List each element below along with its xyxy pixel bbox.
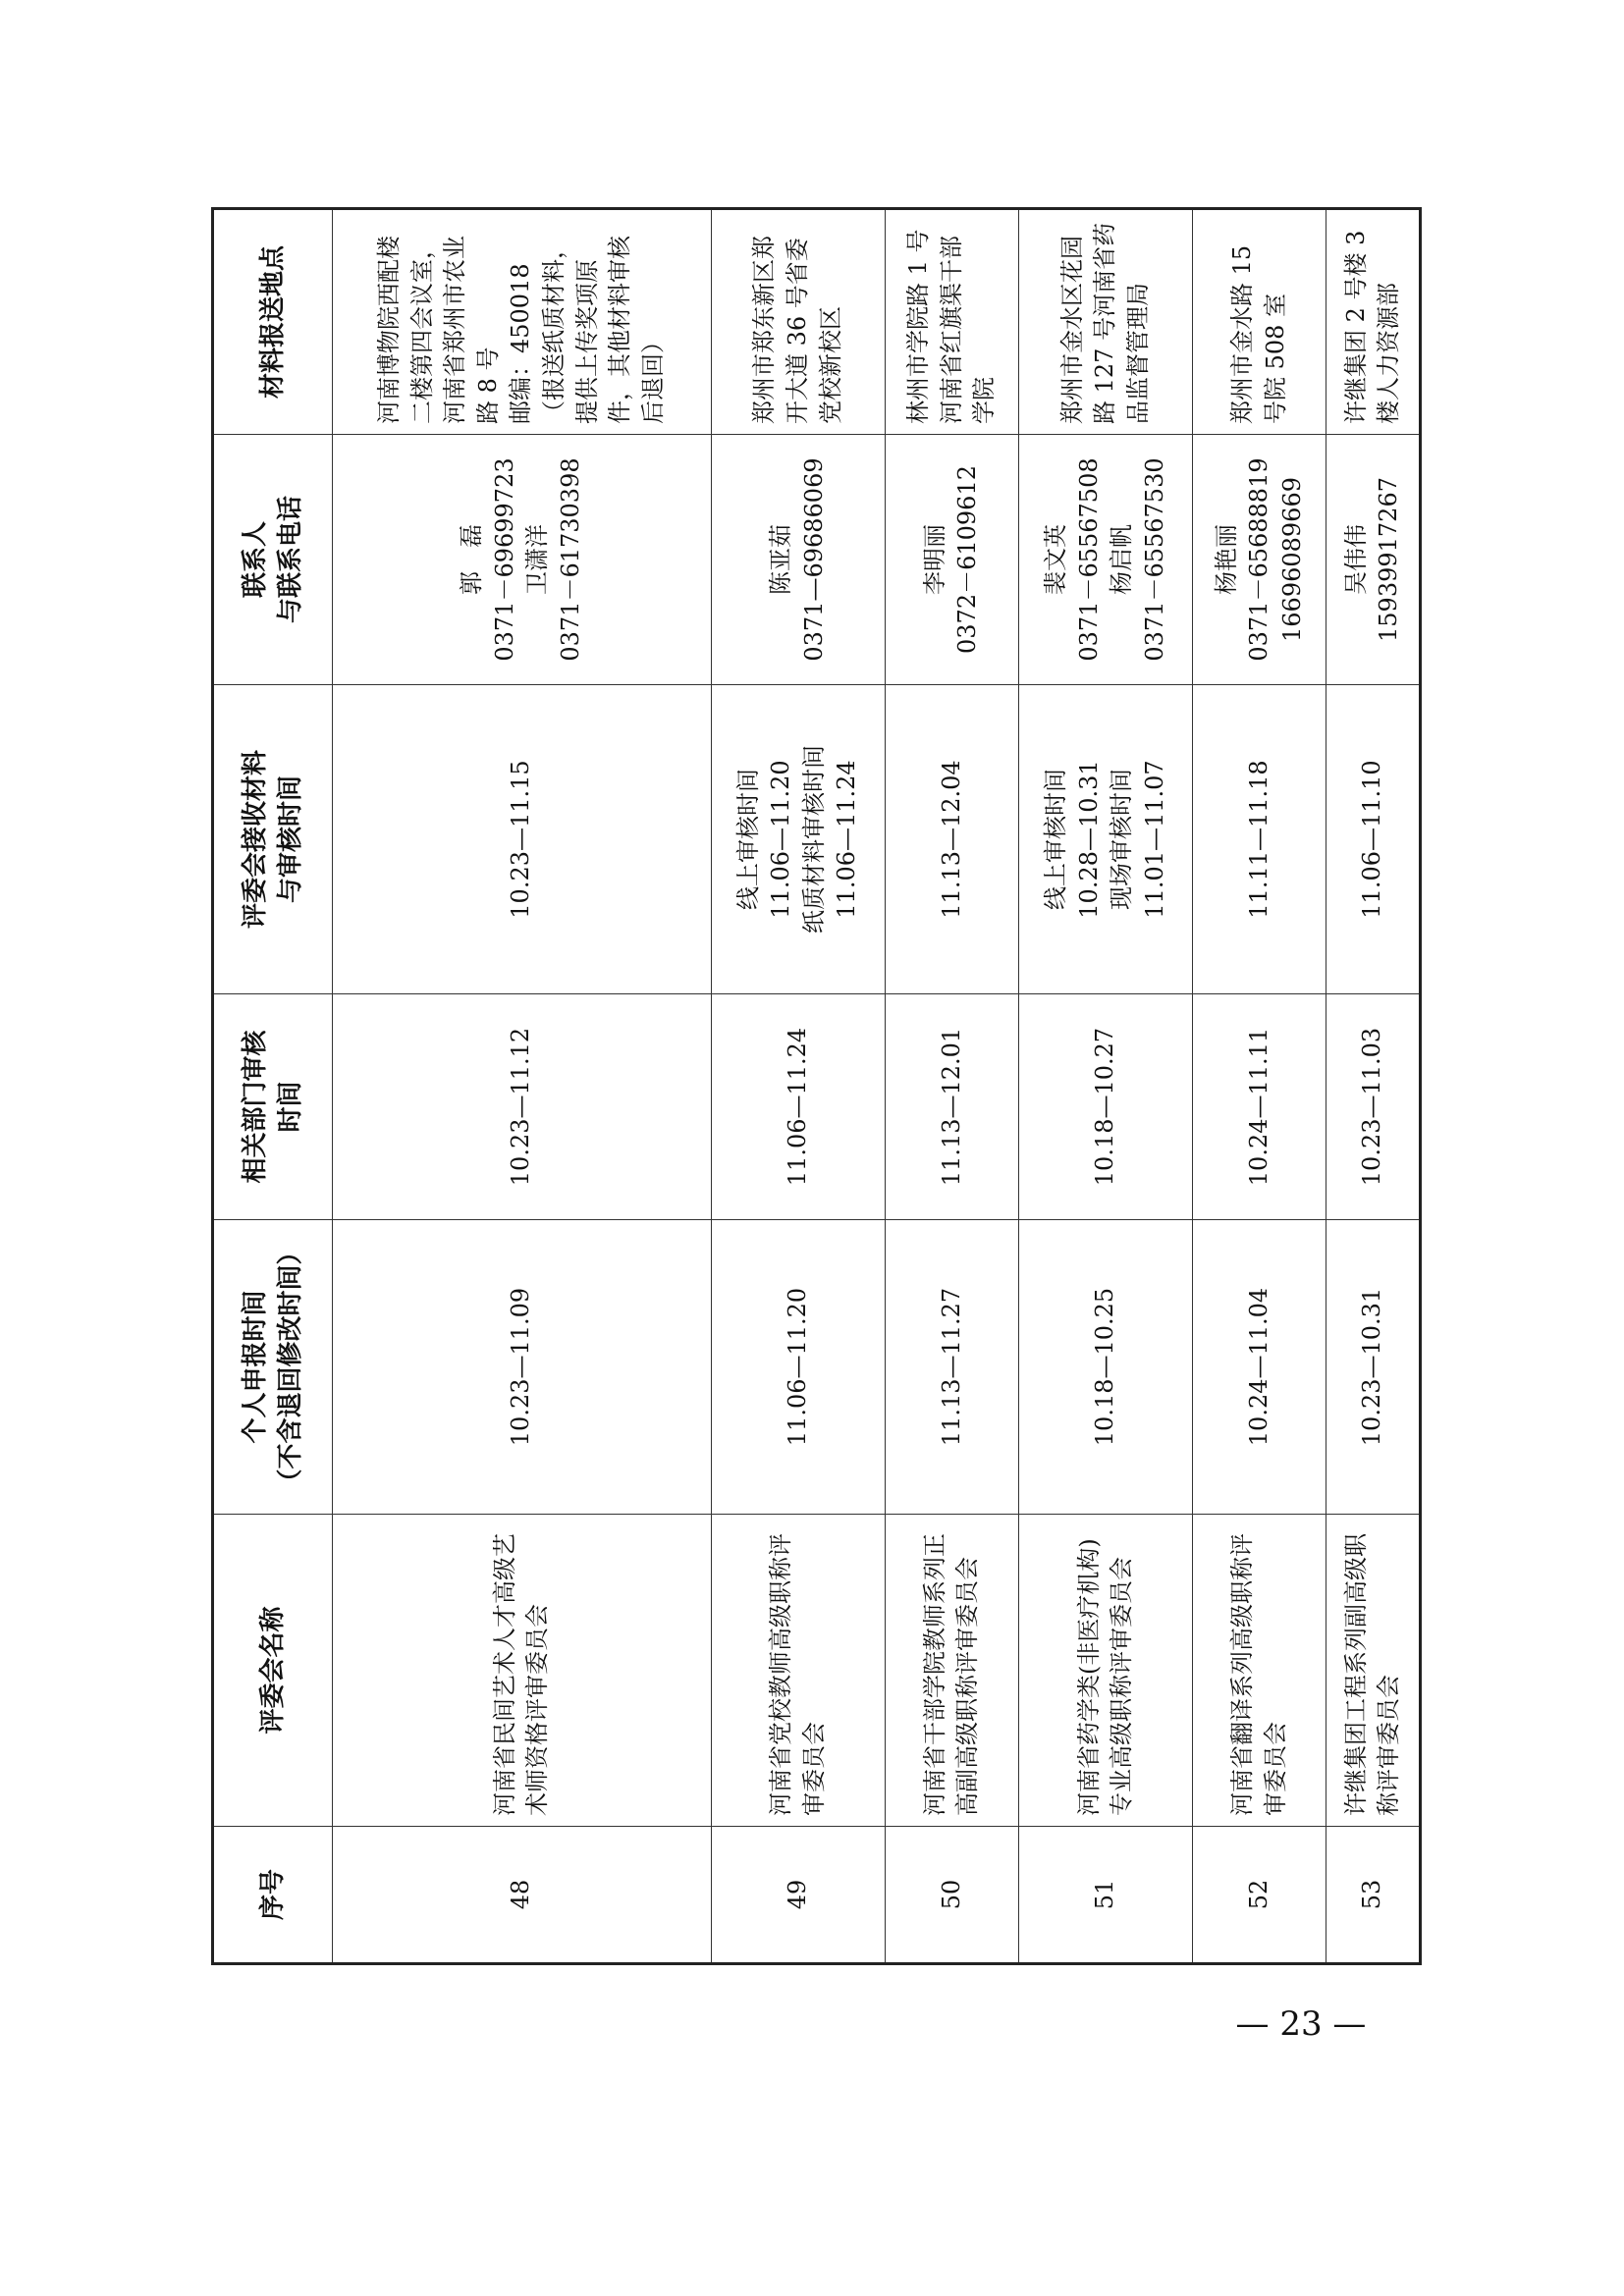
table-row <box>1193 209 1326 1964</box>
receive-time-line: 11.06—11.20 <box>767 760 795 919</box>
address-line: 郑州市金水区花园路 127 号河南省药品监督管理局 <box>1057 222 1152 424</box>
receive-time-line: 线上审核时间 <box>1042 769 1069 910</box>
cell-dept-time: 10.18—10.27 <box>1018 994 1193 1220</box>
cell-contact <box>1193 435 1326 685</box>
cell-name: 河南省民间艺术人才高级艺术师资格评审委员会 <box>333 1515 712 1827</box>
cell-contact <box>1018 435 1193 685</box>
cell-seq: 48 <box>333 1827 712 1964</box>
cell-contact <box>711 435 886 685</box>
table-header-row <box>213 209 333 1964</box>
header-apply-time-line: 个人申报时间 <box>240 1290 270 1444</box>
header-contact-line: 联系人 <box>240 521 270 599</box>
table-row <box>1326 209 1421 1964</box>
cell-address <box>333 209 712 435</box>
cell-contact <box>1326 435 1421 685</box>
cell-address <box>1193 209 1326 435</box>
receive-time-line: 11.06—11.10 <box>1358 760 1386 919</box>
contact-line: 吴伟伟 <box>1341 524 1370 595</box>
contact-line: 陈亚茹 <box>767 524 795 595</box>
header-apply-time <box>213 1220 333 1515</box>
receive-time-line: 10.28—10.31 <box>1074 760 1103 919</box>
receive-time-line: 纸质材料审核时间 <box>799 745 828 934</box>
contact-line: 李明丽 <box>920 524 948 595</box>
table-row <box>711 209 886 1964</box>
contact-line: 0372－6109612 <box>953 465 982 654</box>
cell-apply-time: 10.23—10.31 <box>1326 1220 1421 1515</box>
cell-seq: 49 <box>711 1827 886 1964</box>
header-receive-time-line: 评委会接收材料 <box>240 750 270 930</box>
header-receive-time <box>213 685 333 994</box>
cell-address <box>886 209 1019 435</box>
address-line: 邮编：450018 <box>507 263 535 424</box>
address-line: （报送纸质材料，提供上传奖项原件，其他材料审核后退回） <box>540 236 667 424</box>
address-line: 郑州市金水路 15 号院 508 室 <box>1228 244 1289 424</box>
header-seq: 序号 <box>213 1827 333 1964</box>
page-number: — 23 — <box>1235 2004 1367 2044</box>
table-row <box>886 209 1019 1964</box>
rotated-table-container <box>211 210 1422 1965</box>
cell-apply-time: 10.18—10.25 <box>1018 1220 1193 1515</box>
receive-time-line: 现场审核时间 <box>1108 769 1136 910</box>
contact-line: 0371－65567508 <box>1074 457 1103 662</box>
address-line: 河南博物院西配楼二楼第四会议室，河南省郑州市农业路 8 号 <box>375 236 502 424</box>
cell-seq: 51 <box>1018 1827 1193 1964</box>
header-dept-time <box>213 994 333 1220</box>
address-line: 许继集团 2 号楼 3 楼人力资源部 <box>1341 230 1403 424</box>
cell-name: 许继集团工程系列副高级职称评审委员会 <box>1326 1515 1421 1827</box>
committee-table <box>211 207 1422 1965</box>
cell-receive-time <box>711 685 886 994</box>
cell-apply-time: 10.24—11.04 <box>1193 1220 1326 1515</box>
contact-line: 卫潇洋 <box>523 524 552 595</box>
header-address: 材料报送地点 <box>213 209 333 435</box>
contact-line: 杨艳丽 <box>1212 524 1240 595</box>
cell-receive-time <box>333 685 712 994</box>
cell-dept-time: 10.23—11.03 <box>1326 994 1421 1220</box>
cell-contact <box>886 435 1019 685</box>
cell-address <box>1018 209 1193 435</box>
receive-time-line: 11.06—11.24 <box>833 760 861 919</box>
receive-time-line: 10.23—11.15 <box>507 760 535 919</box>
contact-line: 郭 磊 <box>458 524 486 595</box>
cell-receive-time <box>1018 685 1193 994</box>
cell-receive-time <box>886 685 1019 994</box>
contact-line: 0371－61730398 <box>556 457 584 662</box>
contact-line: 0371－65567530 <box>1140 457 1168 662</box>
cell-dept-time: 10.23—11.12 <box>333 994 712 1220</box>
receive-time-line: 11.01—11.07 <box>1140 760 1168 919</box>
contact-line: 16696089669 <box>1277 477 1306 642</box>
cell-seq: 52 <box>1193 1827 1326 1964</box>
cell-seq: 53 <box>1326 1827 1421 1964</box>
cell-dept-time: 10.24—11.11 <box>1193 994 1326 1220</box>
contact-line: 裴文英 <box>1042 524 1069 595</box>
cell-apply-time: 11.13—11.27 <box>886 1220 1019 1515</box>
cell-name: 河南省翻译系列高级职称评审委员会 <box>1193 1515 1326 1827</box>
header-apply-time-line: （不含退回修改时间） <box>276 1239 305 1495</box>
contact-line: 0371－69699723 <box>490 457 518 662</box>
receive-time-line: 线上审核时间 <box>733 769 762 910</box>
cell-dept-time: 11.06—11.24 <box>711 994 886 1220</box>
contact-line: 15939917267 <box>1375 477 1403 642</box>
table-row <box>333 209 712 1964</box>
header-receive-time-line: 与审核时间 <box>276 775 305 904</box>
header-dept-time-line: 相关部门审核 <box>240 1030 270 1184</box>
address-line: 林州市学院路 1 号河南省红旗渠干部学院 <box>904 229 999 424</box>
receive-time-line: 11.13—12.04 <box>937 760 965 919</box>
contact-line: 0371—69686069 <box>799 457 828 662</box>
cell-contact <box>333 435 712 685</box>
cell-receive-time <box>1326 685 1421 994</box>
cell-address <box>711 209 886 435</box>
cell-receive-time <box>1193 685 1326 994</box>
cell-seq: 50 <box>886 1827 1019 1964</box>
contact-line: 杨启帆 <box>1108 524 1136 595</box>
receive-time-line: 11.11—11.18 <box>1245 760 1273 919</box>
header-dept-time-line: 时间 <box>276 1081 305 1133</box>
header-contact <box>213 435 333 685</box>
header-name: 评委会名称 <box>213 1515 333 1827</box>
cell-name: 河南省药学类(非医疗机构)专业高级职称评审委员会 <box>1018 1515 1193 1827</box>
header-contact-line: 与联系电话 <box>276 496 305 624</box>
address-line: 郑州市郑东新区郑开大道 36 号省委党校新校区 <box>750 236 844 424</box>
table-row <box>1018 209 1193 1964</box>
cell-name: 河南省干部学院教师系列正高副高级职称评审委员会 <box>886 1515 1019 1827</box>
cell-address <box>1326 209 1421 435</box>
cell-apply-time: 11.06—11.20 <box>711 1220 886 1515</box>
cell-name: 河南省党校教师高级职称评审委员会 <box>711 1515 886 1827</box>
cell-dept-time: 11.13—12.01 <box>886 994 1019 1220</box>
cell-apply-time: 10.23—11.09 <box>333 1220 712 1515</box>
contact-line: 0371－65688819 <box>1245 457 1273 662</box>
